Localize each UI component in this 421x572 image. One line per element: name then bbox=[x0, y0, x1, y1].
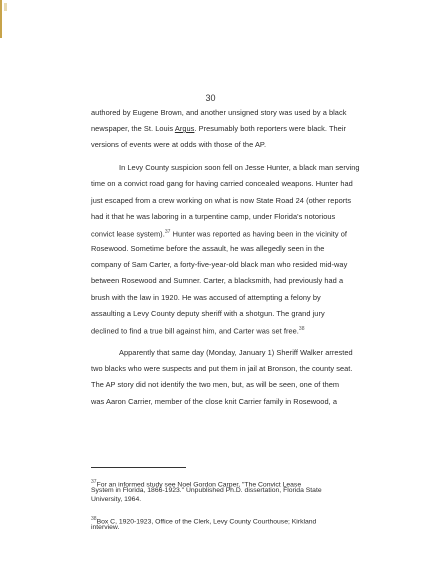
footnote-text: interview. bbox=[91, 524, 120, 531]
body-line bbox=[91, 293, 391, 302]
paper-speck bbox=[4, 3, 7, 11]
footnote-line bbox=[91, 524, 391, 533]
footnote-line bbox=[91, 487, 391, 496]
text-segment: company of Sam Carter, a forty-five-year-old black man who resided mid-way bbox=[91, 260, 348, 269]
footnote-separator bbox=[91, 467, 186, 468]
body-line bbox=[91, 364, 391, 373]
body-line bbox=[91, 309, 391, 318]
footnote-text: Box C, 1920-1923, Office of the Clerk, Levy County Courthouse; Kirkland bbox=[96, 518, 317, 526]
body-line bbox=[91, 260, 391, 269]
body-line bbox=[91, 108, 391, 117]
body-line bbox=[91, 380, 391, 389]
text-segment: newspaper, the St. Louis bbox=[91, 124, 175, 133]
page-number: 30 bbox=[205, 93, 216, 103]
body-line bbox=[91, 397, 391, 406]
text-segment: In Levy County suspicion soon fell on Jesse Hunter, a black man serving bbox=[119, 163, 360, 172]
body-line bbox=[91, 196, 391, 205]
body-line bbox=[91, 124, 391, 133]
body-line bbox=[119, 163, 419, 172]
text-segment: . Presumably both reporters were black. Their bbox=[194, 124, 347, 133]
text-segment: brush with the law in 1920. He was accused of attempting a felony by bbox=[91, 293, 321, 302]
text-segment: convict lease system). bbox=[91, 229, 165, 239]
underlined-title: Argus bbox=[174, 124, 195, 133]
text-segment: declined to find a true bill against him, and Carter was set free. bbox=[91, 326, 299, 336]
body-line bbox=[91, 276, 391, 285]
text-segment: authored by Eugene Brown, and another unsigned story was used by a black bbox=[91, 108, 347, 117]
footnote-reference: 37 bbox=[164, 229, 171, 235]
footnote-mark: 37 bbox=[91, 479, 97, 485]
text-segment: Apparently that same day (Monday, January 1) Sheriff Walker arrested bbox=[119, 348, 353, 357]
footnote-line bbox=[91, 496, 391, 505]
text-segment: had it that he was laboring in a turpentine camp, under Florida's notorious bbox=[91, 212, 336, 221]
footnote-reference: 38 bbox=[298, 326, 305, 332]
body-line bbox=[91, 179, 391, 188]
footnote-text: For an informed study see Noel Gordon Carper, "The Convict Lease bbox=[96, 481, 302, 489]
footnote-mark: 38 bbox=[91, 516, 97, 522]
text-segment: was Aaron Carrier, member of the close knit Carrier family in Rosewood, a bbox=[91, 397, 337, 406]
footnote-text: University, 1964. bbox=[91, 496, 142, 503]
footnote-text: System in Florida, 1866-1923." Unpublished Ph.D. dissertation, Florida State bbox=[91, 487, 322, 494]
body-line bbox=[91, 212, 391, 221]
body-line bbox=[91, 228, 391, 238]
text-segment: Rosewood. Sometime before the assault, he was allegedly seen in the bbox=[91, 244, 325, 253]
text-segment: just escaped from a crew working on what is now State Road 24 (other reports bbox=[91, 196, 352, 205]
body-line bbox=[91, 140, 391, 149]
text-segment: Hunter was reported as having been in the vicinity of bbox=[170, 229, 347, 239]
binding-edge-mark bbox=[0, 0, 2, 38]
body-line bbox=[119, 348, 419, 357]
text-segment: two blacks who were suspects and put them in jail at Bronson, the county seat. bbox=[91, 364, 353, 373]
text-segment: between Rosewood and Sumner. Carter, a blacksmith, had previously had a bbox=[91, 276, 344, 285]
text-segment: versions of events were at odds with those of the AP. bbox=[91, 140, 267, 149]
text-segment: time on a convict road gang for having carried concealed weapons. Hunter had bbox=[91, 179, 353, 188]
text-segment: The AP story did not identify the two men, but, as will be seen, one of them bbox=[91, 380, 340, 389]
body-line bbox=[91, 325, 391, 335]
body-line bbox=[91, 244, 391, 253]
text-segment: assaulting a Levy County deputy sheriff with a shotgun. The grand jury bbox=[91, 309, 325, 318]
